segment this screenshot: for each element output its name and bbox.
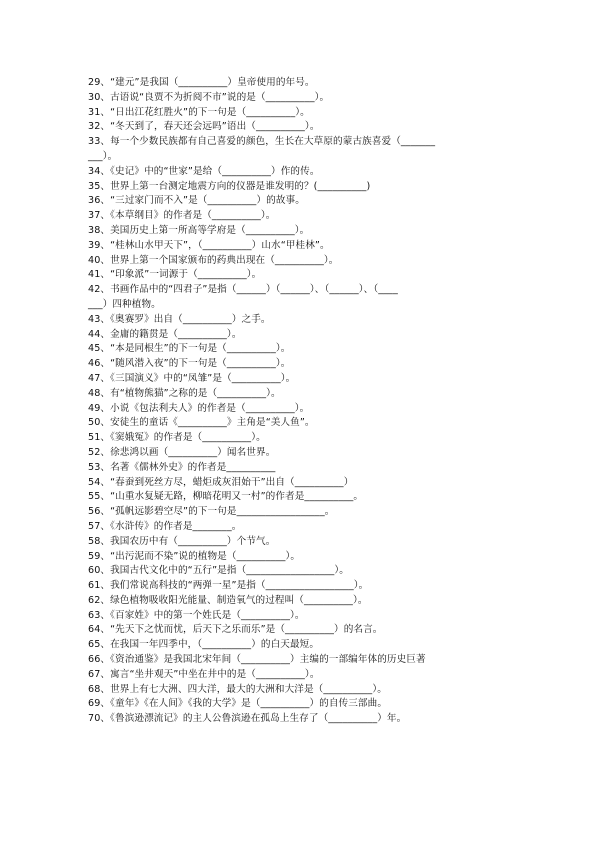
question-59: 59、“出污泥而不染”说的植物是（__________）。 [88, 550, 301, 562]
question-31: 31、“日出江花红胜火”的下一句是（__________）。 [88, 106, 310, 118]
question-42: 42、书画作品中的“四君子”是指（______）（______）、（______）、（____ [88, 284, 398, 296]
question-29: 29、“建元”是我国（__________）皇帝使用的年号。 [88, 77, 315, 88]
question-56: 56、“孤帆远影碧空尽”的下一句是__________________。 [88, 506, 335, 518]
question-65: 65、在我国一年四季中，（__________）的白天最短。 [88, 639, 320, 651]
question-47: 47、《三国演义》中的“凤雏”是（__________）。 [88, 372, 296, 384]
question-list [88, 76, 518, 727]
question-63: 63、《百家姓》中的第一个姓氏是（__________）。 [88, 609, 305, 621]
question-66: 66、《资治通鉴》是我国北宋年间（__________）主编的一部编年体的历史巨著 [88, 654, 426, 666]
question-46: 46、“随风潜入夜”的下一句是（__________）。 [88, 358, 291, 370]
question-55: 55、“山重水复疑无路，柳暗花明又一村”的作者是__________。 [88, 491, 364, 503]
question-51: 51、《窦娥冤》的作者是（__________）。 [88, 432, 266, 444]
question-34: 34、《史记》中的“世家”是给（__________）作的传。 [88, 165, 320, 177]
question-68: 68、世界上有七大洲、四大洋，最大的大洲和大洋是（__________）。 [88, 683, 387, 695]
question-44: 44、金庸的籍贯是（__________）。 [88, 328, 242, 340]
question-64: 64、“先天下之忧而忧，后天下之乐而乐”是（__________）的名言。 [88, 624, 383, 636]
question-40: 40、世界上第一个国家颁布的药典出现在（__________）。 [88, 254, 339, 266]
question-37: 37、《本草纲目》的作者是（__________）。 [88, 210, 276, 222]
question-43: 43、《奥赛罗》出自（__________）之手。 [88, 313, 271, 325]
question-52: 52、徐悲鸿以画（__________）闻名世界。 [88, 446, 276, 458]
question-69: 69、《童年》《在人间》《我的大学》是（__________）的自传三部曲。 [88, 698, 388, 710]
question-48: 48、有“植物熊猫”之称的是（__________）。 [88, 387, 281, 399]
question-53: 53、名著《儒林外史》的作者是__________ [88, 461, 276, 473]
question-38: 38、美国历史上第一所高等学府是（__________）。 [88, 224, 310, 236]
question-42-continuation: ___）四种植物。 [88, 298, 161, 310]
question-50: 50、安徒生的童话《__________》主角是“美人鱼”。 [88, 417, 315, 429]
question-62: 62、绿色植物吸收阳光能量、制造氧气的过程叫（__________）。 [88, 594, 368, 606]
question-61: 61、我们常说高科技的“两弹一星”是指（__________________）。 [88, 580, 369, 592]
question-58: 58、我国农历中有（__________）个节气。 [88, 535, 276, 547]
question-45: 45、“本是同根生”的下一句是（__________）。 [88, 343, 291, 355]
question-60: 60、我国古代文化中的“五行”是指（__________________）。 [88, 565, 349, 577]
question-36: 36、“三过家门而不入”是（__________）的故事。 [88, 195, 305, 207]
question-30: 30、古语说“良贾不为折阅不市”说的是（__________）。 [88, 91, 330, 103]
question-32: 32、“冬天到了，春天还会远吗”语出（__________）。 [88, 121, 320, 133]
question-67: 67、寓言“坐井观天”中坐在井中的是（__________）。 [88, 668, 320, 680]
question-39: 39、“桂林山水甲天下”，（__________）山水“甲桂林”。 [88, 239, 330, 251]
question-41: 41、“印象派”一词源于（__________）。 [88, 269, 262, 281]
question-57: 57、《水浒传》的作者是________。 [88, 520, 242, 532]
question-33-continuation: ___）。 [88, 150, 118, 162]
question-54: 54、“春蚕到死丝方尽，蜡炬成灰泪始干”出自（__________） [88, 476, 354, 488]
question-33: 33、每一个少数民族都有自己喜爱的颜色，生长在大草原的蒙古族喜爱（_______ [88, 136, 436, 148]
question-70: 70、《鲁滨逊漂流记》的主人公鲁滨逊在孤岛上生存了（__________）年。 [88, 713, 407, 725]
question-35: 35、世界上第一台测定地震方向的仪器是谁发明的？(__________) [88, 180, 371, 192]
question-49: 49、小说《包法利夫人》的作者是（__________）。 [88, 402, 310, 414]
